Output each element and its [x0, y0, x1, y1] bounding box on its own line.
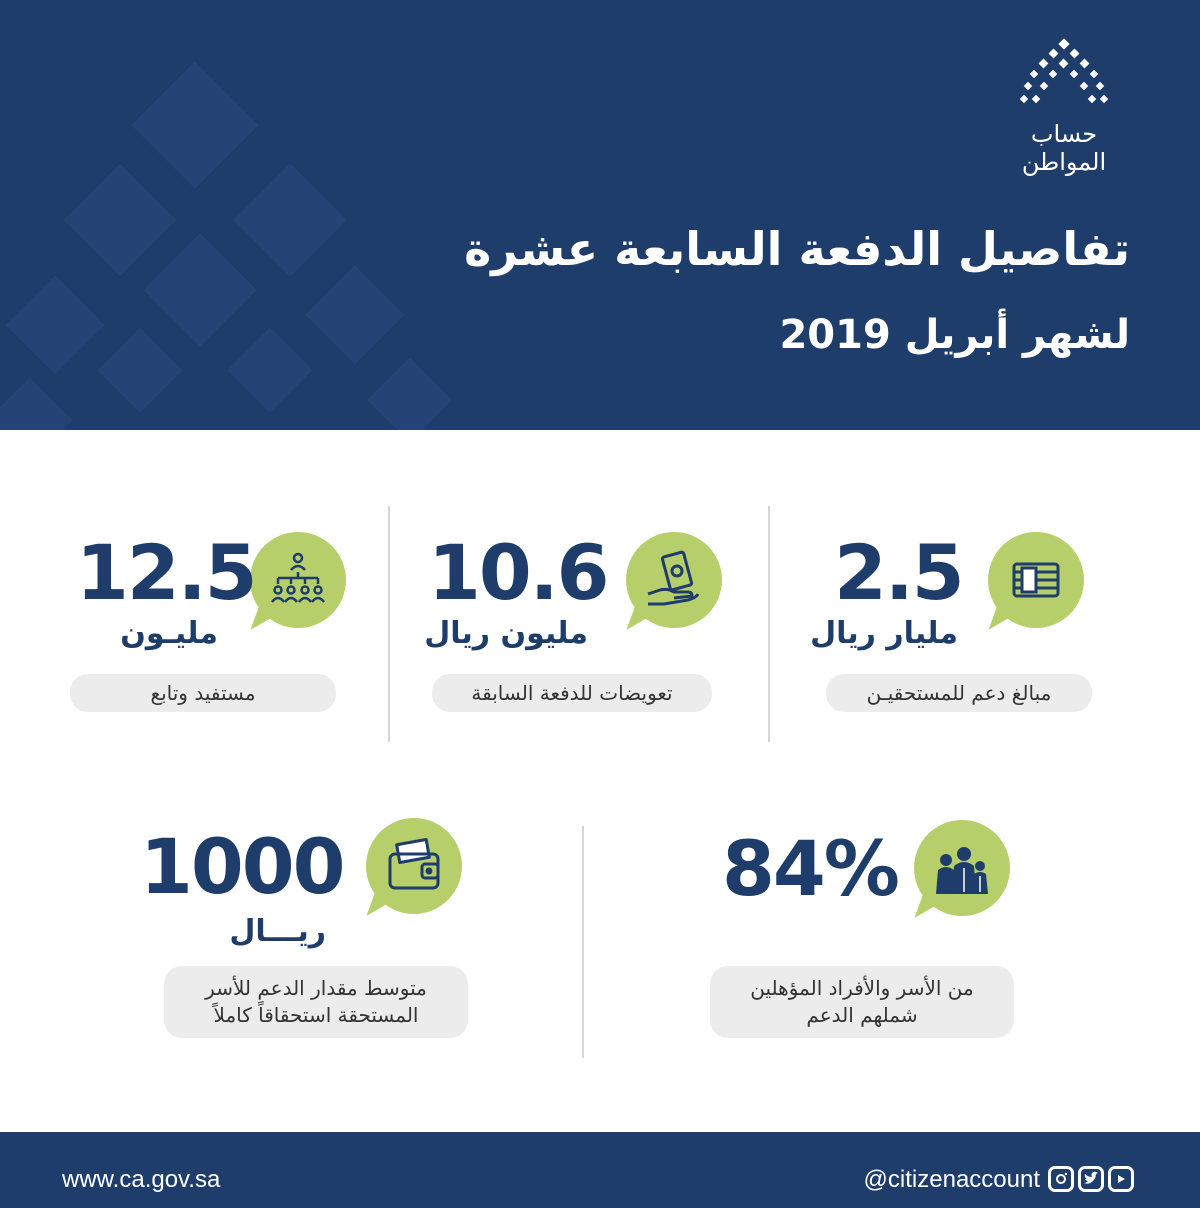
- money-stack-icon: [1006, 550, 1066, 610]
- stat-support-value: 2.5: [834, 528, 963, 617]
- stat-coverage-label: [710, 966, 1014, 1038]
- stat-average-label-line1: متوسط مقدار الدعم للأسر: [205, 976, 427, 1000]
- family-icon: [932, 838, 992, 898]
- stat-compensation-label: تعويضات للدفعة السابقة: [432, 674, 712, 712]
- stat-coverage-label-line1: من الأسر والأفراد المؤهلين: [750, 976, 974, 1000]
- stat-average-bubble: [366, 818, 462, 914]
- citizen-account-logo-icon: [1019, 38, 1109, 110]
- instagram-icon[interactable]: [1048, 1166, 1074, 1192]
- stat-support-unit: مليار ريال: [810, 616, 958, 651]
- page-subtitle: لشهر أبريل 2019: [779, 312, 1130, 358]
- divider: [582, 826, 584, 1058]
- stat-coverage-bubble: [914, 820, 1010, 916]
- stat-average-label: [164, 966, 468, 1038]
- stat-average-unit: ريـــال: [229, 914, 326, 949]
- stat-compensation-value: 10.6: [428, 528, 608, 617]
- social-handle[interactable]: @citizenaccount: [863, 1166, 1040, 1193]
- stat-average-label-line2: المستحقة استحقاقاً كاملاً: [213, 1003, 419, 1027]
- youtube-icon[interactable]: [1108, 1166, 1134, 1192]
- stat-beneficiaries-bubble: [250, 532, 346, 628]
- header-banner: [0, 0, 1200, 430]
- stat-coverage-value: 84%: [722, 824, 898, 913]
- diamond-pattern: [0, 0, 520, 430]
- stat-beneficiaries-value: 12.5: [76, 528, 256, 617]
- website-link[interactable]: www.ca.gov.sa: [62, 1166, 221, 1193]
- stat-compensation-unit: مليون ريال: [424, 616, 588, 651]
- stat-support-label: مبالغ دعم للمستحقيـن: [826, 674, 1092, 712]
- divider: [768, 506, 770, 742]
- twitter-icon[interactable]: [1078, 1166, 1104, 1192]
- people-hierarchy-icon: [268, 550, 328, 610]
- stat-support-bubble: [988, 532, 1084, 628]
- wallet-icon: [384, 836, 444, 896]
- stat-compensation-bubble: [626, 532, 722, 628]
- stat-average-value: 1000: [140, 822, 344, 911]
- page-title: تفاصيل الدفعة السابعة عشرة: [464, 222, 1130, 276]
- stat-coverage-label-line2: شملهم الدعم: [806, 1003, 918, 1027]
- footer: [0, 1132, 1200, 1208]
- stat-beneficiaries-label: مستفيد وتابع: [70, 674, 336, 712]
- stat-beneficiaries-unit: مليـون: [120, 616, 218, 651]
- hand-cash-icon: [644, 550, 704, 610]
- divider: [388, 506, 390, 742]
- logo: [994, 38, 1134, 176]
- logo-text: حساب المواطن: [1021, 120, 1107, 176]
